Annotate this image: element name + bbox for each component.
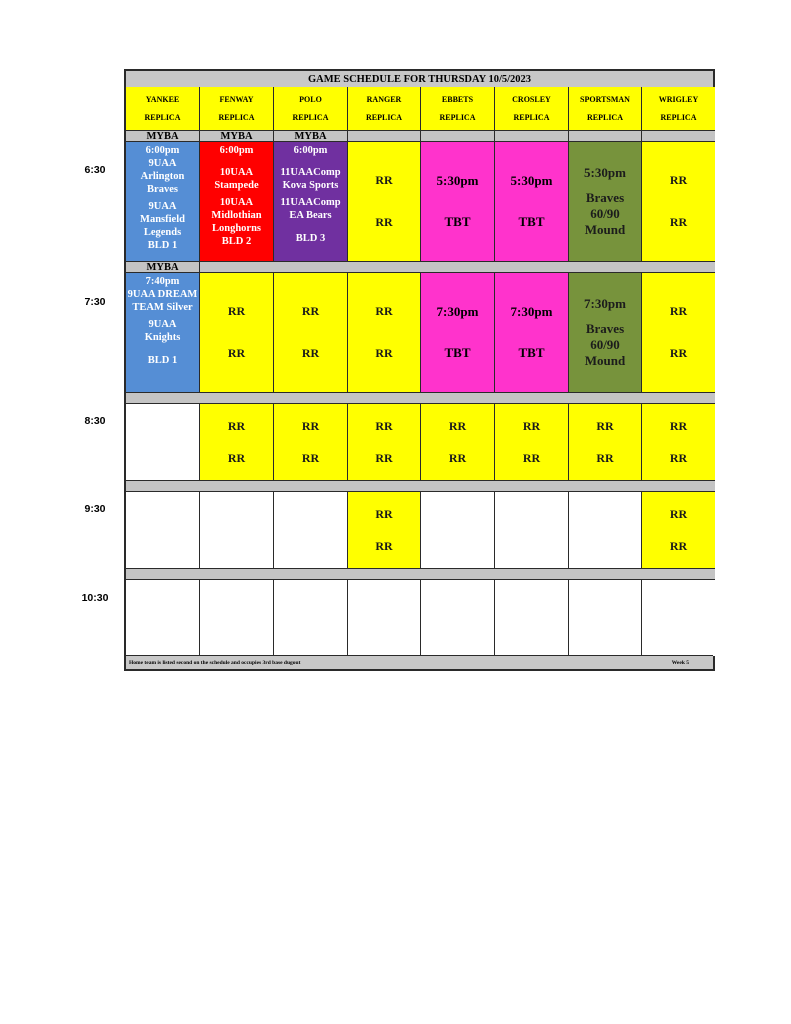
league-label: MYBA (200, 131, 274, 142)
schedule-footer (126, 655, 713, 669)
gray-spacer (200, 262, 715, 273)
reserved-slot: RR RR (274, 404, 348, 481)
empty-slot (200, 580, 274, 657)
time-label-830: 8:30 (84, 415, 106, 427)
game-time: 6:00pm (219, 145, 254, 156)
away-team: 9UAA Arlington Braves (140, 158, 185, 195)
reserved-fenway-730: RR RR (200, 273, 274, 393)
empty-slot (274, 492, 348, 569)
empty-slot (200, 492, 274, 569)
gray-spacer (421, 131, 495, 142)
game-time: 7:40pm (145, 276, 180, 287)
reserved-wrigley-730: RR RR (642, 273, 715, 393)
empty-slot (495, 580, 569, 657)
reserved-wrigley-630: RR RR (642, 142, 715, 262)
game-yankee-730 (126, 273, 200, 393)
away-team: 10UAA Stampede (214, 167, 259, 191)
empty-slot (126, 492, 200, 569)
time-label-630: 6:30 (84, 164, 106, 176)
field-label: BLD 2 (221, 236, 252, 247)
game-fenway-630 (200, 142, 274, 262)
column-header-wrigley: WRIGLEY REPLICA (642, 87, 715, 131)
field-label: BLD 3 (295, 233, 326, 244)
column-header-crosley: CROSLEY REPLICA (495, 87, 569, 131)
column-header-ebbets: EBBETS REPLICA (421, 87, 495, 131)
column-header-polo: POLO REPLICA (274, 87, 348, 131)
time-label-930: 9:30 (84, 503, 106, 515)
column-header-fenway: FENWAY REPLICA (200, 87, 274, 131)
reserved-slot: RR RR (200, 404, 274, 481)
game-sportsman-730: 7:30pm Braves 60/90 Mound (569, 273, 642, 393)
away-team: 11UAAComp Kova Sports (280, 167, 341, 191)
time-label-730: 7:30 (84, 296, 106, 308)
reserved-slot: RR RR (495, 404, 569, 481)
column-header-ranger: RANGER REPLICA (348, 87, 421, 131)
gray-spacer (126, 569, 715, 580)
reserved-ranger-630: RR RR (348, 142, 421, 262)
reserved-slot: RR RR (348, 404, 421, 481)
schedule-title: GAME SCHEDULE FOR THURSDAY 10/5/2023 (126, 71, 713, 88)
game-ebbets-630: 5:30pm TBT (421, 142, 495, 262)
empty-slot (569, 580, 642, 657)
game-polo-630 (274, 142, 348, 262)
time-label-1030: 10:30 (81, 592, 109, 604)
field-label: BLD 1 (147, 355, 178, 366)
game-sportsman-630: 5:30pm Braves 60/90 Mound (569, 142, 642, 262)
column-header-yankee: YANKEE REPLICA (126, 87, 200, 131)
home-team: 10UAA Midlothian Longhorns (211, 197, 262, 234)
home-team: 9UAA Mansfield Legends (140, 201, 185, 238)
game-ebbets-730: 7:30pm TBT (421, 273, 495, 393)
league-label: MYBA (126, 131, 200, 142)
footer-note: Home team is listed second on the schedule and occupies 3rd base dugout (129, 659, 301, 666)
game-yankee-630 (126, 142, 200, 262)
empty-slot (126, 404, 200, 481)
reserved-slot: RR RR (642, 492, 715, 569)
empty-slot (421, 580, 495, 657)
reserved-slot: RR RR (421, 404, 495, 481)
game-crosley-630: 5:30pm TBT (495, 142, 569, 262)
empty-slot (126, 580, 200, 657)
schedule-table (124, 69, 715, 671)
gray-spacer (495, 131, 569, 142)
empty-slot (569, 492, 642, 569)
field-label: BLD 1 (147, 240, 178, 251)
home-team: 11UAAComp EA Bears (280, 197, 341, 221)
gray-spacer (642, 131, 715, 142)
gray-spacer (126, 481, 715, 492)
home-team: 9UAA Knights (144, 319, 181, 343)
column-header-sportsman: SPORTSMAN REPLICA (569, 87, 642, 131)
empty-slot (642, 580, 715, 657)
empty-slot (274, 580, 348, 657)
gray-spacer (348, 131, 421, 142)
game-time: 6:00pm (145, 145, 180, 156)
week-label: Week 5 (671, 659, 689, 666)
gray-spacer (569, 131, 642, 142)
game-time: 6:00pm (293, 145, 328, 156)
empty-slot (421, 492, 495, 569)
game-crosley-730: 7:30pm TBT (495, 273, 569, 393)
reserved-slot: RR RR (348, 492, 421, 569)
away-team: 9UAA DREAM TEAM Silver (127, 289, 198, 313)
reserved-slot: RR RR (642, 404, 715, 481)
league-label: MYBA (274, 131, 348, 142)
gray-spacer (126, 393, 715, 404)
reserved-polo-730: RR RR (274, 273, 348, 393)
empty-slot (495, 492, 569, 569)
empty-slot (348, 580, 421, 657)
reserved-slot: RR RR (569, 404, 642, 481)
league-label: MYBA (126, 262, 200, 273)
reserved-ranger-730: RR RR (348, 273, 421, 393)
